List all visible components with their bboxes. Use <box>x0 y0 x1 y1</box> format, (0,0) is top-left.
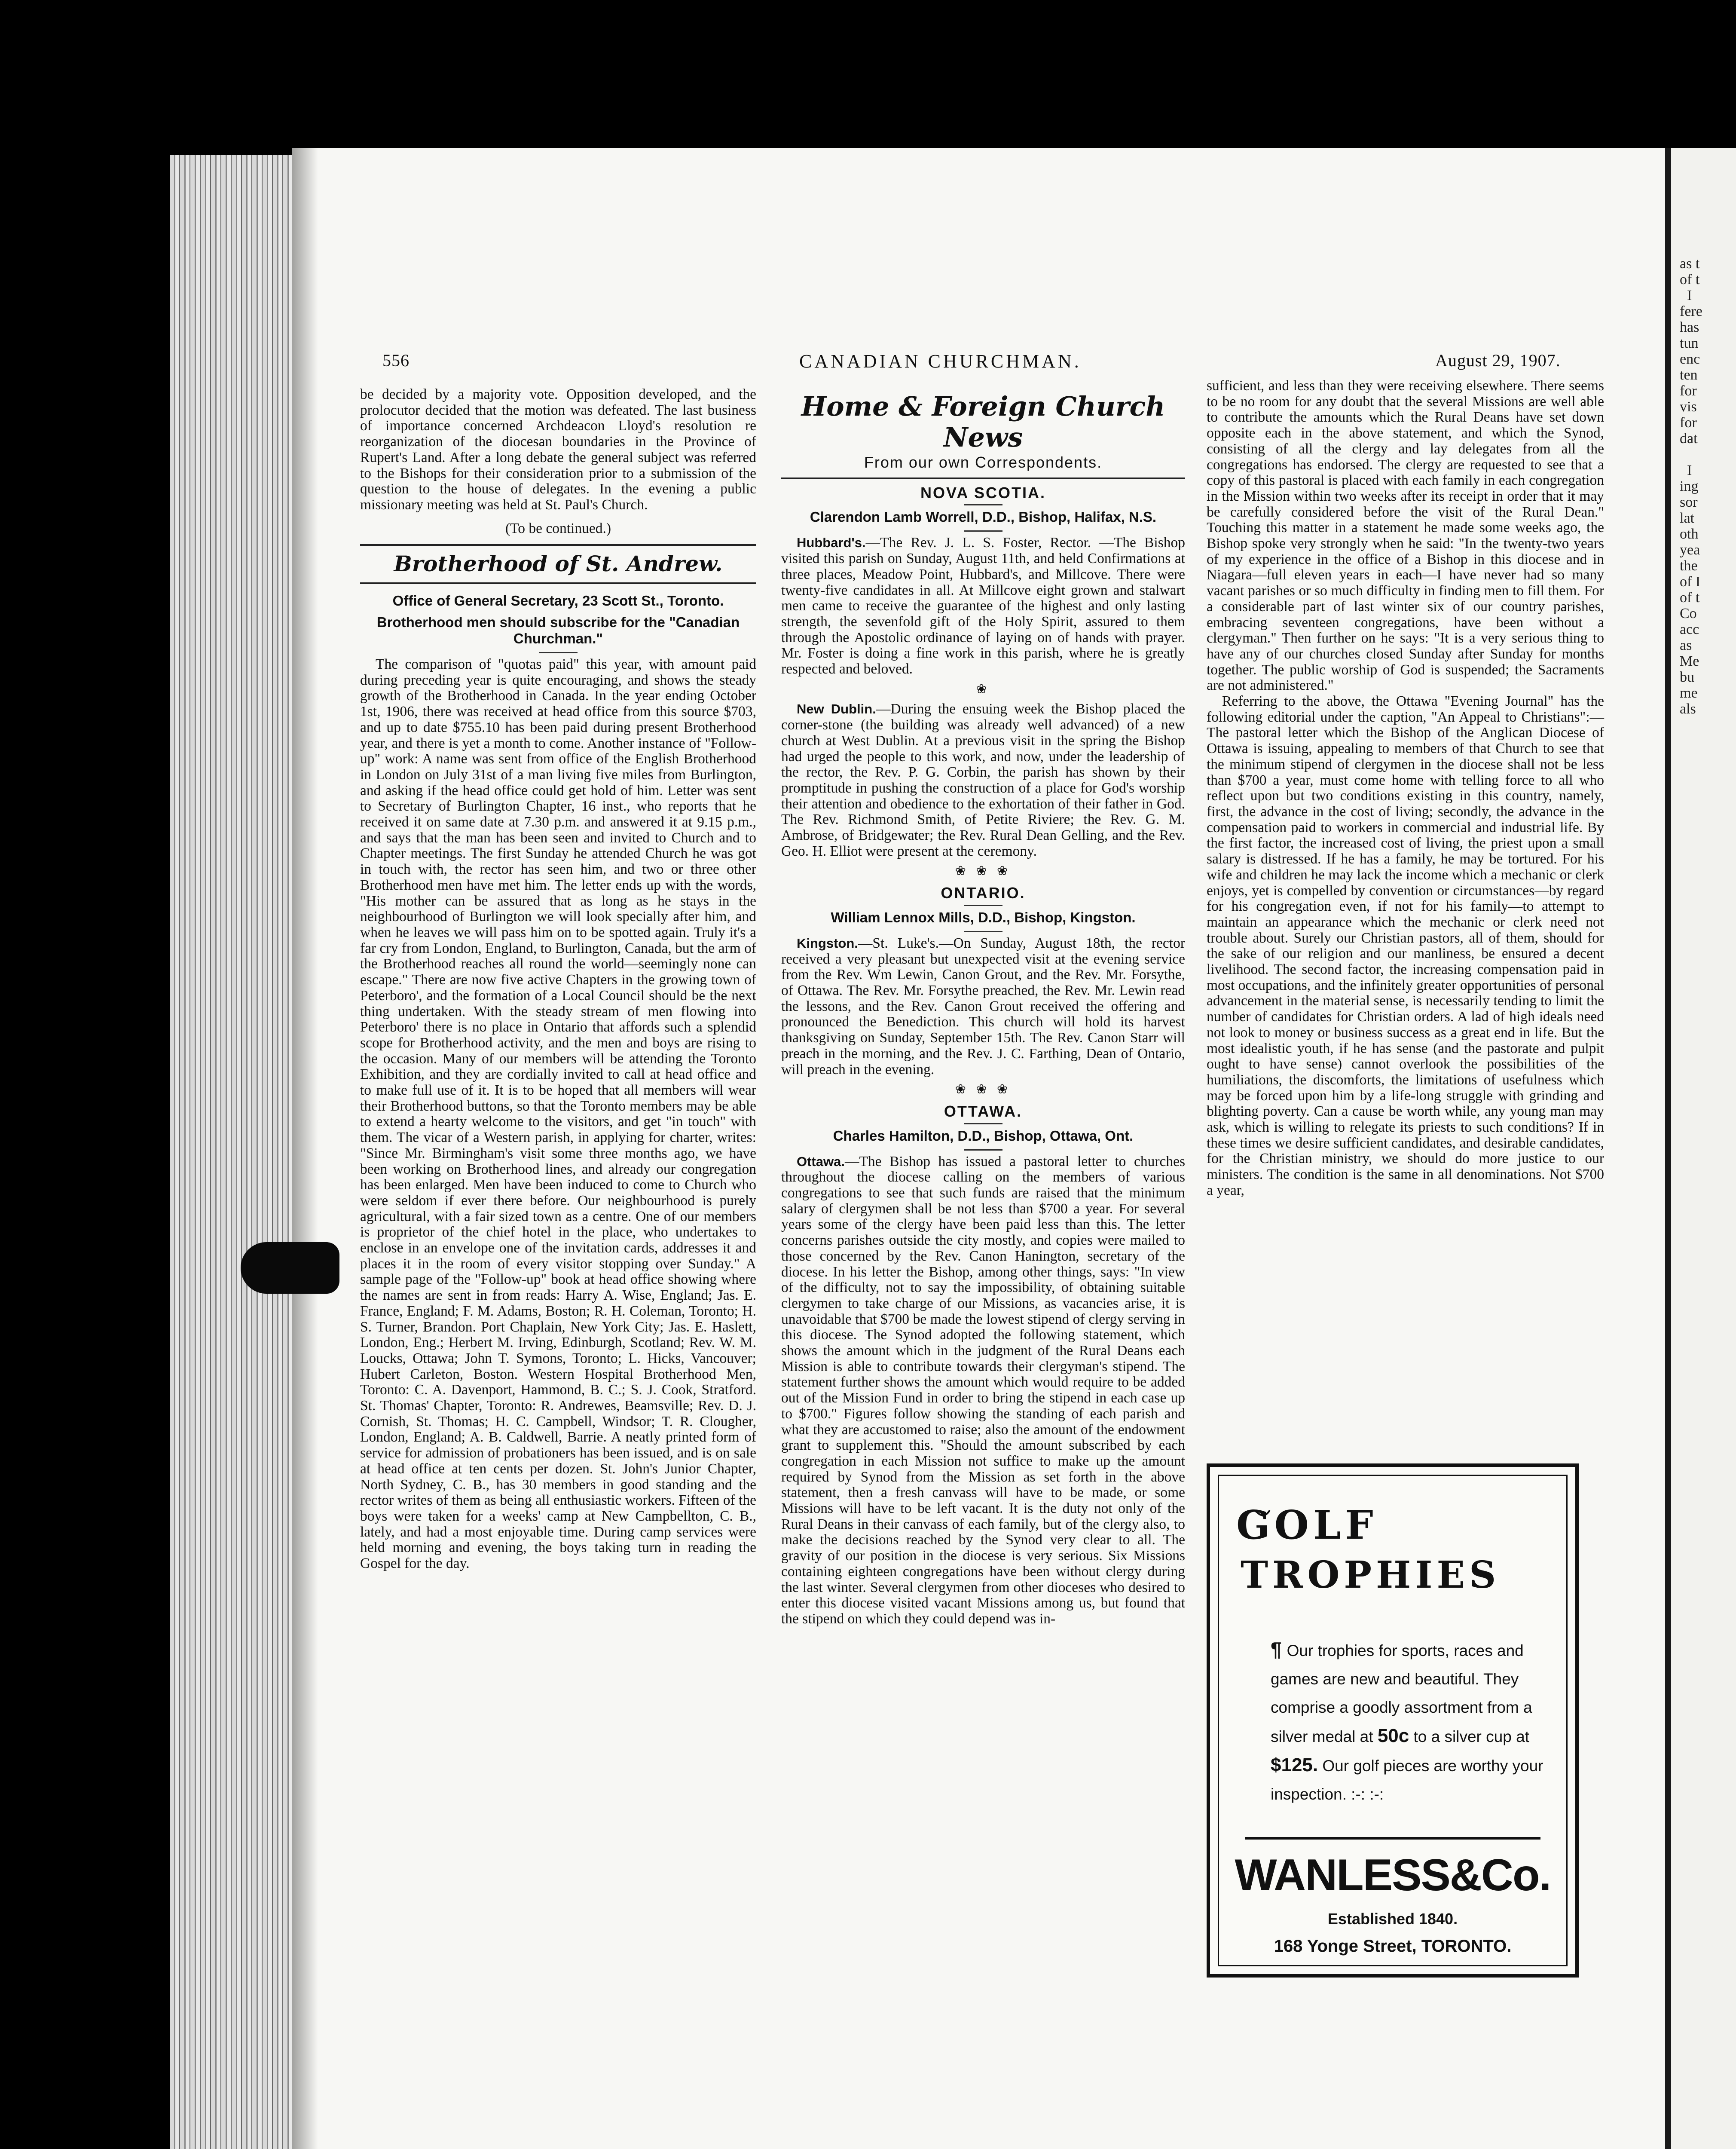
continued-note: (To be continued.) <box>505 520 611 536</box>
short-divider <box>539 652 578 653</box>
region-head-ottawa: OTTAWA. <box>944 1102 1023 1120</box>
new-dublin-report: —During the ensuing week the Bishop placed the corner-stone (the building was already well advanced) of a new church at West Dublin. At a previous visit in the spring the Bishop had urged the people to this work, and now, under the leadership of the rector, the Rev. P. G. Corbin, the parish has shown by their promptitude in pushing the construction of a place for God's worship their attention and obedience to the exhortation of their father in God. The Rev. Richmond Smith, of Petite Riviere; the Rev. G. M. Ambrose, of Bridgewater; the Rev. Rural Dean Gelling, and the Rev. Geo. H. Elliot were present at the ceremony. <box>781 701 1186 859</box>
ad-body-text: ¶ Our trophies for sports, races and games are new and beautiful. They comprise a goodly assortment from a silver medal at 50c to a silver cup at $125. Our golf pieces are worthy your inspection. :-: :-: <box>1271 1638 1543 1803</box>
divider <box>360 582 756 584</box>
facing-page-edge <box>1665 148 1736 2149</box>
ad-headline-trophies: TROPHIES <box>1241 1553 1501 1597</box>
gutter-shadow <box>292 148 318 2149</box>
place-label-hubbards: Hubbard's. <box>797 535 866 551</box>
bishop-line-ontario: William Lennox Mills, D.D., Bishop, Kingston. <box>831 909 1136 925</box>
price-high: $125. <box>1271 1754 1318 1776</box>
ornament-icon: ❀ ❀ ❀ <box>955 1082 1012 1097</box>
ad-headline-golf: GOLF <box>1236 1502 1378 1548</box>
ad-address: 168 Yonge Street, TORONTO. <box>1274 1937 1512 1956</box>
section-banner: Home & Foreign Church News <box>801 391 1165 453</box>
evening-journal-editorial: Referring to the above, the Ottawa "Evening Journal" has the following editorial under the caption, "An Appeal to Christians":—The pastoral letter which the Bishop of the Anglican Diocese of Ottawa is issuing, appealing to members of that Church to see that the minimum stipend of clergymen in the diocese shall not be less than $700 a year, must come home with telling force to all who reflect upon but two conditions existing in this country, namely, first, the advance in the cost of living; secondly, the advance in the compensation paid to workers in commercial and industrial life. By the first factor, the increased cost of living, the priest upon a small salary is distressed. If he has a family, he may be tortured. For his wife and children he may lack the income which a mechanic or clerk enjoys, yet is compelled by convention or circumstances—by regard for his congregation even, if not for his family—to attempt to maintain an appearance which the mechanic or clerk need not trouble about. Surely our Christian pastors, all of them, should for the sake of our religion and our manliness, be ensured a decent livelihood. The second factor, the increasing compensation paid in most occupations, and the infinitely greater opportunities of personal advancement in the material sense, is necessarily tending to limit the number of candidates for Christian orders. A lad of high ideals need not look to money or business success as a great end in life. But the most idealistic youth, if he has sense (and the pastorate and pulpit ought to have sense) cannot overlook the possibilities of the humiliations, the discomforts, the limitations of usefulness which may be forced upon him by a life-long struggle with grinding and blighting poverty. Can a cause be worth while, any young man may ask, which is willing to relegate its priests to such conditions? If in these times we desire sufficient candidates, and desirable candidates, for the Christian ministry, we should do more justice to our ministers. The condition is the same in all denominations. Not $700 a year, <box>1207 693 1604 1198</box>
newspaper-page <box>292 148 1680 2149</box>
divider <box>360 544 756 546</box>
bishop-line-nova-scotia: Clarendon Lamb Worrell, D.D., Bishop, Halifax, N.S. <box>810 509 1157 525</box>
running-head <box>292 350 1680 376</box>
synod-report-ending: be decided by a majority vote. Opposition developed, and the prolocutor decided that the motion was defeated. The last business of importance concerned Archdeacon Lloyd's resolution re reorganization of the diocesan boundaries in the Province of Rupert's Land. After a long debate the general subject was referred to the Bishops for their consideration prior to a submission of the question to the house of delegates. In the evening a public missionary meeting was held at St. Paul's Church. <box>360 386 756 513</box>
section-title-brotherhood: Brotherhood of St. Andrew. <box>394 551 723 577</box>
short-divider <box>964 1149 1002 1151</box>
place-label-ottawa: Ottawa. <box>797 1154 845 1169</box>
short-divider <box>964 530 1002 532</box>
hubbards-report: —The Rev. J. L. S. Foster, Rector. —The Bishop visited this parish on Sunday, August 11th, and held Confirmations at three places, Meadow Point, Hubbard's, and Millcove. There were twenty-five candidates in all. At Millcove eight grown and stalwart men came to receive the guarantee of the highest and only lasting strength, the sevenfold gift of the Holy Spirit, assured to them through the Apostolic ordinance of laying on of hands with prayer. Mr. Foster is doing a fine work in this parish, where he is greatly respected and beloved. <box>781 535 1185 677</box>
bishop-line-ottawa: Charles Hamilton, D.D., Bishop, Ottawa, Ont. <box>833 1127 1134 1144</box>
scanner-thumb <box>241 1242 339 1294</box>
subscribe-notice: Brotherhood men should subscribe for the "Canadian Churchman." <box>376 614 740 647</box>
brotherhood-report: The comparison of "quotas paid" this year, with amount paid during preceding year is quite encouraging, and shows the steady growth of the Brotherhood in Canada. In the year ending October 1st, 1906, there was received at head office from this source $703, and up to date $755.10 has been paid during present Brotherhood year, and there is yet a month to come. Another instance of "Follow-up" work: A name was sent from office of the English Brotherhood in London on July 31st of a man living five miles from Burlington, and asking if the head office could get hold of him. Letter was sent to Secretary of Burlington Chapter, 16 inst., who reports that he received it on same date at 7.30 p.m. and answered it at 9.15 p.m., and says that the man has been seen and invited to Church and to Chapter meetings. The first Sunday he attended Church he was got in touch with, the rector has seen him, and two or three other Brotherhood men have met him. The letter ends up with the words, "His mother can be assured that as long as he stays in the neighbourhood of Burlington we will look specially after him, and when he leaves we will pass him on to be spotted again. Truly it's a far cry from London, England, to Burlington, Canada, but the arm of the Brotherhood reaches all round the world—seemingly none can escape." There are now five active Chapters in the growing town of Peterboro', and the formation of a Local Council should be the next thing undertaken. With the steady stream of men flowing into Peterboro' there is no place in Ontario that affords such a splendid scope for Brotherhood activity, and the men and boys are rising to the occasion. Many of our members will be attending the Toronto Exhibition, and they are cordially invited to call at head office and to make full use of it. It is to be hoped that all members will wear their Brotherhood buttons, so that the Toronto members may be able to extend a hearty welcome to the visitors, and get "in touch" with them. The vicar of a Western parish, in applying for charter, writes: "Since Mr. Birmingham's visit some three months ago, we have been working on Brotherhood lines, and already our congregation has been enlarged. Men have been induced to come to Church who were seldom if ever there before. Our neighbourhood is purely agricultural, with a fair sized town as a centre. One of our members is proprietor of the chief hotel in the place, who undertakes to enclose in an envelope one of the invitation cards, addresses it and places it in the room of every visitor stopping over Sunday." A sample page of the "Follow-up" book at head office showing where the names are sent in from reads: Harry A. Wise, England; Jas. E. France, England; F. M. Adams, Boston; R. H. Coleman, Toronto; H. S. Turner, Brandon. Port Chaplain, New York City; Jas. E. Haslett, London, Eng.; Herbert M. Irving, Edinburgh, Scotland; Rev. W. M. Loucks, Ottawa; John T. Symons, Toronto; L. Hicks, Vancouver; Hubert Carleton, Boston. Western Hospital Brotherhood Men, Toronto: C. A. Davenport, Hammond, B. C.; S. J. Cook, Stratford. St. Thomas' Chapter, Toronto: R. Andrewes, Beamsville; Rev. D. J. Cornish, St. Thomas; H. C. Campbell, Windsor; T. R. Clougher, London, England; A. B. Caldwell, Barrie. A neatly printed form of service for admission of probationers has been issued, and is on sale at head office at ten cents per dozen. St. John's Junior Chapter, North Sydney, C. B., has 30 members in good standing and the rector writes of them as being all enthusiastic workers. Fifteen of the boys were taken for a weeks' camp at New Campbellton, C. B., lately, and had a most enjoyable time. During camp services were held morning and evening, the boys taking turn in reading the Gospel for the day. <box>360 656 756 1572</box>
issue-date: August 29, 1907. <box>1435 351 1561 370</box>
publication-title: CANADIAN CHURCHMAN. <box>799 351 1082 372</box>
short-divider <box>964 931 1002 932</box>
ornament-icon: ❀ <box>976 682 990 696</box>
column-3 <box>1207 378 1604 1199</box>
region-head-ontario: ONTARIO. <box>941 884 1026 902</box>
price-low: 50c <box>1377 1725 1409 1746</box>
ad-company-name: WANLESS&Co. <box>1235 1850 1551 1900</box>
kingston-report: —St. Luke's.—On Sunday, August 18th, the rector received a very pleasant but unexpected visit at the evening service from the Rev. Wm Lewin, Canon Grout, and the Rev. Mr. Forsythe, of Ottawa. The Rev. Mr. Forsythe preached, the Rev. Mr. Lewin read the lessons, and the Rev. Canon Grout received the offering and pronounced the Benediction. This church will hold its harvest thanksgiving on Sunday, September 15th. The Rev. Canon Starr will preach in the morning, and the Rev. J. C. Farthing, Dean of Ontario, will preach in the evening. <box>781 935 1185 1078</box>
ornament-icon: :-: :-: <box>1351 1785 1384 1803</box>
ad-established: Established 1840. <box>1327 1910 1458 1928</box>
short-divider <box>964 905 1002 906</box>
paragraph-mark-icon: ¶ <box>1271 1638 1282 1660</box>
facing-page-fragment: as t of t I fere has tun enc ten for vis for dat I ing sor lat oth yea the of I of t Co acc as Me bu me als <box>1680 256 1702 717</box>
ottawa-report: —The Bishop has issued a pastoral letter to churches throughout the diocese calling on the members of various congregations to see that such funds are raised that the minimum salary of clergymen shall be not less than $700 a year. For several years some of the clergy have been paid less than this. The letter concerns parishes outside the city mostly, and copies were mailed to those concerned by the Rev. Canon Hanington, secretary of the diocese. In his letter the Bishop, among other things, says: "In view of the difficulty, not to say the impossibility, of obtaining suitable clergymen to take charge of our Missions, as vacancies arise, it is unavoidable that $700 be made the lowest stipend of clergy serving in this diocese. The Synod adopted the following statement, which shows the amount which in the judgment of the Rural Deans each Mission is able to contribute towards their clergyman's stipend. The statement further shows the amount which would require to be added out of the Mission Fund in order to bring the stipend in each case up to $700." Figures follow showing the standing of each parish and what they are accustomed to raise; also the amount of the endowment grant to supplement this. "Should the amount subscribed by each congregation in each Mission not suffice to make up the amount required by Synod from the Mission as set forth in the above statement, then a fresh canvass will have to be made, or some Missions will have to be left vacant. It is the duty not only of the Rural Deans in their canvass of each family, but of the clergy also, to make the decisions reached by the Synod very clear to all. The gravity of our position in the diocese is very serious. Six Missions containing eighteen congregations have been without clergy during the last winter. Several clergymen from other dioceses who desired to enter this diocese visited vacant Missions among us, but found that the stipend on which they could depend was in- <box>781 1153 1185 1627</box>
column-1 <box>360 387 756 1572</box>
ornament-icon: ❀ ❀ ❀ <box>955 864 1012 879</box>
advertisement-golf-trophies <box>1207 1463 1579 1978</box>
region-head-nova-scotia: NOVA SCOTIA. <box>920 484 1046 502</box>
book-page-edges <box>170 155 299 2149</box>
short-divider <box>964 504 1002 505</box>
ad-border <box>1218 1475 1568 1966</box>
divider <box>781 478 1185 479</box>
place-label-kingston: Kingston. <box>797 935 858 951</box>
short-divider <box>964 1123 1002 1124</box>
place-label-new-dublin: New Dublin. <box>797 701 876 717</box>
column-2 <box>781 387 1185 1627</box>
office-address: Office of General Secretary, 23 Scott St., Toronto. <box>392 593 724 609</box>
page-number: 556 <box>382 351 410 370</box>
section-subtitle: From our own Correspondents. <box>864 453 1103 471</box>
ad-divider <box>1245 1837 1540 1840</box>
ottawa-report-continued: sufficient, and less than they were receiving elsewhere. There seems to be no room for any doubt that the several Missions are well able to contribute the amounts which the Rural Deans have set down opposite each in the above statement, and which the Synod, consisting of all the clergy and lay delegates from all the congregations has endorsed. The clergy are requested to see that a copy of this pastoral is placed with each family in each congregation in the Mission within two weeks after its receipt in order that it may be carefully considered before the visit of the Rural Dean." Touching this matter in a statement he made some weeks ago, the Bishop spoke very strongly when he said: "In the twenty-two years of my experience in the office of a Bishop in this diocese and in Niagara—full eleven years in each—I have never had so many vacant parishes or so much difficulty in finding men to fill them. For a considerable part of last winter six of our country parishes, embracing seventeen congregations, have been without a clergyman." Then further on he says: "It is a very serious thing to have any of our churches closed Sunday after Sunday for months together. The public worship of God is suspended; the Sacraments are not administered." <box>1207 378 1604 694</box>
